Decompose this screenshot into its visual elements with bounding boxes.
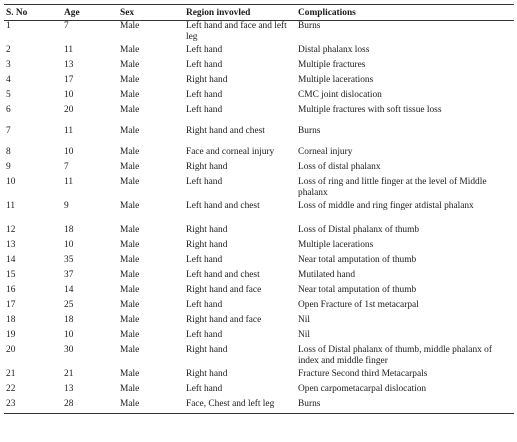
cell-sex: Male bbox=[120, 284, 140, 295]
cell-sex: Male bbox=[118, 399, 184, 414]
cell-sno: 20 bbox=[6, 344, 16, 355]
cell-sex: Male bbox=[120, 329, 140, 340]
cell-sex: Male bbox=[120, 383, 140, 394]
cell-complication: Nil bbox=[298, 314, 310, 325]
table-row bbox=[4, 225, 514, 240]
cell-complication: Loss of Distal phalanx of thumb bbox=[298, 224, 420, 235]
cell-region: Right hand bbox=[186, 224, 228, 235]
cell-region: Right hand bbox=[186, 161, 228, 172]
cell-complication: Corneal injury bbox=[298, 146, 353, 157]
cell-complication: Loss of Distal phalanx of thumb, middle phalanx of index and middle finger bbox=[298, 344, 492, 366]
cell-sno: 21 bbox=[6, 368, 16, 379]
cell-complication: Distal phalanx loss bbox=[298, 44, 370, 55]
cell-complication: Multiple fractures with soft tissue loss bbox=[298, 104, 442, 115]
injury-table bbox=[4, 4, 514, 414]
cell-age: 37 bbox=[64, 269, 74, 280]
cell-age: 28 bbox=[62, 399, 118, 414]
cell-region: Left hand bbox=[186, 176, 223, 187]
cell-complication: Near total amputation of thumb bbox=[298, 254, 417, 265]
table-row bbox=[4, 255, 514, 270]
header-sex: Sex bbox=[118, 5, 184, 21]
table-row bbox=[4, 45, 514, 60]
table-row bbox=[4, 315, 514, 330]
cell-region: Left hand bbox=[186, 59, 223, 70]
cell-sno: 14 bbox=[6, 254, 16, 265]
cell-complication: Open Fracture of 1st metacarpal bbox=[298, 299, 419, 310]
cell-sex: Male bbox=[120, 89, 140, 100]
cell-sex: Male bbox=[120, 299, 140, 310]
table-row bbox=[4, 285, 514, 300]
header-sno: S. No bbox=[4, 5, 62, 21]
cell-region: Left hand bbox=[186, 299, 223, 310]
cell-age: 11 bbox=[64, 125, 74, 136]
header-complications: Complications bbox=[296, 5, 514, 21]
cell-age: 17 bbox=[64, 74, 74, 85]
cell-age: 30 bbox=[64, 344, 74, 355]
cell-complication: Burns bbox=[298, 21, 321, 31]
table-header bbox=[4, 5, 514, 21]
cell-region: Right hand and face bbox=[186, 284, 262, 295]
cell-complication: CMC joint dislocation bbox=[298, 89, 382, 100]
cell-sno: 22 bbox=[6, 383, 16, 394]
cell-age: 20 bbox=[64, 104, 74, 115]
cell-region: Left hand bbox=[186, 254, 223, 265]
cell-age: 10 bbox=[64, 146, 74, 157]
table-row bbox=[4, 330, 514, 345]
cell-region: Left hand bbox=[186, 329, 223, 340]
cell-region: Right hand and face bbox=[186, 314, 262, 325]
table-body bbox=[4, 21, 514, 414]
cell-age: 13 bbox=[64, 383, 74, 394]
cell-region: Left hand and face and left leg bbox=[186, 21, 287, 42]
cell-complication: Burns bbox=[296, 399, 514, 414]
cell-complication: Multiple fractures bbox=[298, 59, 366, 70]
header-region: Region invovled bbox=[184, 5, 296, 21]
cell-region: Left hand bbox=[186, 44, 223, 55]
cell-region: Left hand bbox=[186, 104, 223, 115]
cell-age: 11 bbox=[64, 176, 74, 187]
table-row bbox=[4, 399, 514, 414]
cell-sex: Male bbox=[120, 254, 140, 265]
cell-sex: Male bbox=[120, 176, 140, 187]
cell-complication: Near total amputation of thumb bbox=[298, 284, 417, 295]
cell-sno: 18 bbox=[6, 314, 16, 325]
cell-sno: 11 bbox=[6, 200, 16, 211]
cell-age: 18 bbox=[64, 314, 74, 325]
table-row bbox=[4, 162, 514, 177]
cell-age: 18 bbox=[64, 224, 74, 235]
cell-sex: Male bbox=[120, 44, 140, 55]
cell-sno: 5 bbox=[6, 89, 11, 100]
cell-sex: Male bbox=[120, 125, 140, 136]
cell-sno: 1 bbox=[6, 21, 11, 31]
cell-age: 9 bbox=[64, 200, 69, 211]
cell-region: Left hand and chest bbox=[186, 200, 260, 211]
cell-age: 14 bbox=[64, 284, 74, 295]
cell-sno: 13 bbox=[6, 239, 16, 250]
cell-sex: Male bbox=[120, 161, 140, 172]
cell-age: 7 bbox=[64, 161, 69, 172]
cell-sex: Male bbox=[120, 314, 140, 325]
cell-sno: 16 bbox=[6, 284, 16, 295]
cell-sno: 17 bbox=[6, 299, 16, 310]
table-row bbox=[4, 90, 514, 105]
cell-region: Right hand bbox=[186, 74, 228, 85]
cell-sex: Male bbox=[120, 59, 140, 70]
cell-sno: 7 bbox=[6, 125, 11, 136]
cell-age: 25 bbox=[64, 299, 74, 310]
cell-sno: 23 bbox=[4, 399, 62, 414]
cell-region: Left hand bbox=[186, 383, 223, 394]
cell-region: Face and corneal injury bbox=[186, 146, 275, 157]
cell-age: 21 bbox=[64, 368, 74, 379]
cell-sno: 10 bbox=[6, 176, 16, 187]
cell-complication: Nil bbox=[298, 329, 310, 340]
cell-sex: Male bbox=[120, 200, 140, 211]
header-age: Age bbox=[62, 5, 118, 21]
cell-region: Face, Chest and left leg bbox=[184, 399, 296, 414]
table-row bbox=[4, 177, 514, 201]
cell-age: 11 bbox=[64, 44, 74, 55]
cell-complication: Burns bbox=[298, 125, 321, 136]
table-row bbox=[4, 147, 514, 162]
cell-sex: Male bbox=[120, 104, 140, 115]
cell-complication: Multiple lacerations bbox=[298, 239, 374, 250]
cell-region: Right hand and chest bbox=[186, 125, 265, 136]
table-row bbox=[4, 369, 514, 384]
table-row bbox=[4, 60, 514, 75]
table-row bbox=[4, 201, 514, 225]
cell-sex: Male bbox=[120, 344, 140, 355]
table-row bbox=[4, 75, 514, 90]
table-row bbox=[4, 384, 514, 399]
table-row bbox=[4, 240, 514, 255]
cell-sno: 12 bbox=[6, 224, 16, 235]
cell-sno: 8 bbox=[6, 146, 11, 157]
table-row bbox=[4, 21, 514, 45]
cell-complication: Multiple lacerations bbox=[298, 74, 374, 85]
cell-region: Left hand bbox=[186, 89, 223, 100]
cell-sex: Male bbox=[120, 269, 140, 280]
cell-complication: Loss of middle and ring finger atdistal phalanx bbox=[298, 200, 474, 211]
cell-region: Right hand bbox=[186, 239, 228, 250]
cell-sex: Male bbox=[120, 239, 140, 250]
cell-sex: Male bbox=[120, 368, 140, 379]
cell-sno: 3 bbox=[6, 59, 11, 70]
cell-complication: Loss of ring and little finger at the level of Middle phalanx bbox=[298, 176, 487, 198]
table-row bbox=[4, 270, 514, 285]
cell-sno: 19 bbox=[6, 329, 16, 340]
cell-complication: Open carpometacarpal dislocation bbox=[298, 383, 427, 394]
header-row bbox=[4, 5, 514, 21]
table-row bbox=[4, 300, 514, 315]
cell-region: Right hand bbox=[186, 368, 228, 379]
cell-age: 10 bbox=[64, 239, 74, 250]
cell-complication: Fracture Second third Metacarpals bbox=[298, 368, 428, 379]
cell-sex: Male bbox=[120, 224, 140, 235]
cell-sex: Male bbox=[120, 146, 140, 157]
cell-age: 13 bbox=[64, 59, 74, 70]
cell-sno: 4 bbox=[6, 74, 11, 85]
cell-region: Right hand bbox=[186, 344, 228, 355]
cell-region: Left hand and chest bbox=[186, 269, 260, 280]
cell-sno: 15 bbox=[6, 269, 16, 280]
cell-sex: Male bbox=[120, 74, 140, 85]
cell-sno: 2 bbox=[6, 44, 11, 55]
cell-age: 10 bbox=[64, 329, 74, 340]
cell-sno: 9 bbox=[6, 161, 11, 172]
table-row bbox=[4, 105, 514, 126]
cell-age: 10 bbox=[64, 89, 74, 100]
cell-complication: Mutilated hand bbox=[298, 269, 356, 280]
table-row bbox=[4, 126, 514, 147]
table-row bbox=[4, 345, 514, 369]
cell-age: 35 bbox=[64, 254, 74, 265]
cell-complication: Loss of distal phalanx bbox=[298, 161, 381, 172]
cell-sno: 6 bbox=[6, 104, 11, 115]
cell-age: 7 bbox=[64, 21, 69, 31]
cell-sex: Male bbox=[120, 21, 140, 31]
